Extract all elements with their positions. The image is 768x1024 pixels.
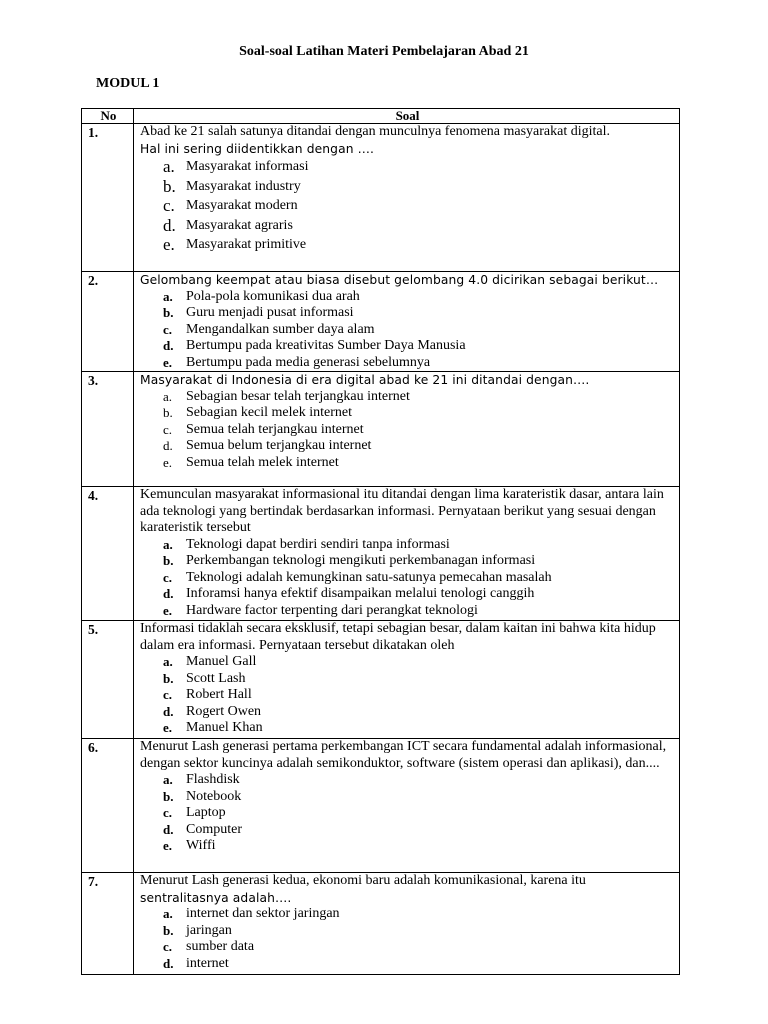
- options-list: [140, 772, 675, 855]
- question-number: 1.: [82, 124, 134, 272]
- option-e: e. Hardware factor terpenting dari perangkat teknologi: [163, 602, 478, 618]
- question-text: Gelombang keempat atau biasa disebut gelombang 4.0 dicirikan sebagai berikut…: [140, 273, 659, 287]
- option-d: d. Bertumpu pada kreativitas Sumber Daya Manusia: [163, 338, 466, 353]
- question-row-7: [82, 873, 680, 975]
- option-d: d. Inforamsi hanya efektif disampaikan melalui tenologi canggih: [163, 586, 535, 601]
- question-number: 6.: [82, 739, 134, 873]
- question-text: Kemunculan masyarakat informasional itu ditandai dengan lima karateristik dasar, antara lain ada teknologi yang bertindak berdasarkan informasi. Pernyataan berikut yang sesuai dengan karateristik tersebut: [140, 487, 664, 535]
- option-a: a. Manuel Gall: [163, 654, 257, 669]
- options-list: [140, 537, 675, 620]
- question-text: Abad ke 21 salah satunya ditandai dengan munculnya fenomena masyarakat digital.: [140, 124, 611, 139]
- option-e: e. Wiffi: [163, 838, 216, 853]
- option-a: a. internet dan sektor jaringan: [163, 906, 340, 921]
- option-e: e. Bertumpu pada media generasi sebelumnya: [163, 354, 431, 370]
- option-d: d. Computer: [163, 821, 242, 837]
- module-heading: MODUL 1: [96, 76, 160, 91]
- question-row-1: [82, 124, 680, 272]
- question-text: Masyarakat di Indonesia di era digital abad ke 21 ini ditandai dengan….: [140, 373, 590, 387]
- question-row-5: [82, 621, 680, 739]
- question-row-3: [82, 372, 680, 487]
- option-b: b. Notebook: [163, 788, 242, 804]
- table-header-row: [82, 109, 680, 124]
- questions-table: [81, 108, 680, 975]
- option-d: d. Masyarakat agraris: [163, 215, 293, 235]
- option-c: c. Laptop: [163, 805, 226, 820]
- question-cell: [134, 739, 680, 873]
- option-b: b. jaringan: [163, 922, 232, 938]
- options-list: [140, 654, 675, 737]
- document-title: Soal-soal Latihan Materi Pembelajaran Abad 21: [239, 44, 529, 59]
- option-b: b. Scott Lash: [163, 670, 246, 686]
- question-number: 4.: [82, 487, 134, 621]
- header-soal: Soal: [134, 109, 680, 124]
- option-e: e. Masyarakat primitive: [163, 235, 307, 255]
- question-text: Informasi tidaklah secara eksklusif, tetapi sebagian besar, dalam kaitan ini bahwa kita hidup dalam era informasi. Pernyataan tersebut dikatakan oleh: [140, 621, 656, 653]
- option-c: c. Teknologi adalah kemungkinan satu-satunya pemecahan masalah: [163, 569, 552, 585]
- option-e: e. Manuel Khan: [163, 720, 263, 735]
- question-text: Menurut Lash generasi kedua, ekonomi baru adalah komunikasional, karena itu: [140, 873, 586, 888]
- option-b: b. Masyarakat industry: [163, 176, 301, 196]
- question-cell: [134, 372, 680, 487]
- question-text-cont: sentralitasnya adalah….: [140, 890, 292, 905]
- option-c: c. sumber data: [163, 939, 255, 954]
- option-c: c. Mengandalkan sumber daya alam: [163, 321, 375, 337]
- question-number: 5.: [82, 621, 134, 739]
- question-number: 3.: [82, 372, 134, 487]
- question-cell: [134, 272, 680, 372]
- header-no: No: [82, 109, 134, 124]
- option-a: a. Pola-pola komunikasi dua arah: [163, 288, 360, 304]
- options-list: [140, 157, 675, 255]
- option-a: a. Flashdisk: [163, 772, 240, 787]
- options-list: [140, 906, 675, 972]
- question-cell: [134, 621, 680, 739]
- question-cell: [134, 873, 680, 975]
- option-d: d. Rogert Owen: [163, 703, 262, 719]
- option-d: d. Semua belum terjangkau internet: [163, 438, 372, 453]
- options-list: [140, 389, 675, 472]
- question-text-cont: Hal ini sering diidentikkan dengan ….: [140, 141, 375, 156]
- question-text: Menurut Lash generasi pertama perkembangan ICT secara fundamental adalah informasional, dengan sektor kuncinya adalah semikonduktor, software (sistem operasi dan aplikasi), dan....: [140, 739, 667, 771]
- question-cell: [134, 487, 680, 621]
- options-list: [140, 289, 675, 372]
- option-a: a. Masyarakat informasi: [163, 157, 309, 176]
- option-a: a. Sebagian besar telah terjangkau internet: [163, 388, 410, 404]
- option-b: b. Perkembangan teknologi mengikuti perkembanagan informasi: [163, 553, 536, 568]
- question-number: 2.: [82, 272, 134, 372]
- option-d: d. internet: [163, 955, 229, 971]
- question-number: 7.: [82, 873, 134, 975]
- question-row-6: [82, 739, 680, 873]
- option-c: c. Masyarakat modern: [163, 196, 298, 216]
- option-b: b. Guru menjadi pusat informasi: [163, 305, 354, 320]
- question-row-2: [82, 272, 680, 372]
- option-a: a. Teknologi dapat berdiri sendiri tanpa informasi: [163, 536, 450, 552]
- question-row-4: [82, 487, 680, 621]
- question-cell: [134, 124, 680, 272]
- option-c: c. Robert Hall: [163, 687, 252, 702]
- option-c: c. Semua telah terjangkau internet: [163, 421, 364, 437]
- option-e: e. Semua telah melek internet: [163, 454, 339, 470]
- option-b: b. Sebagian kecil melek internet: [163, 405, 352, 420]
